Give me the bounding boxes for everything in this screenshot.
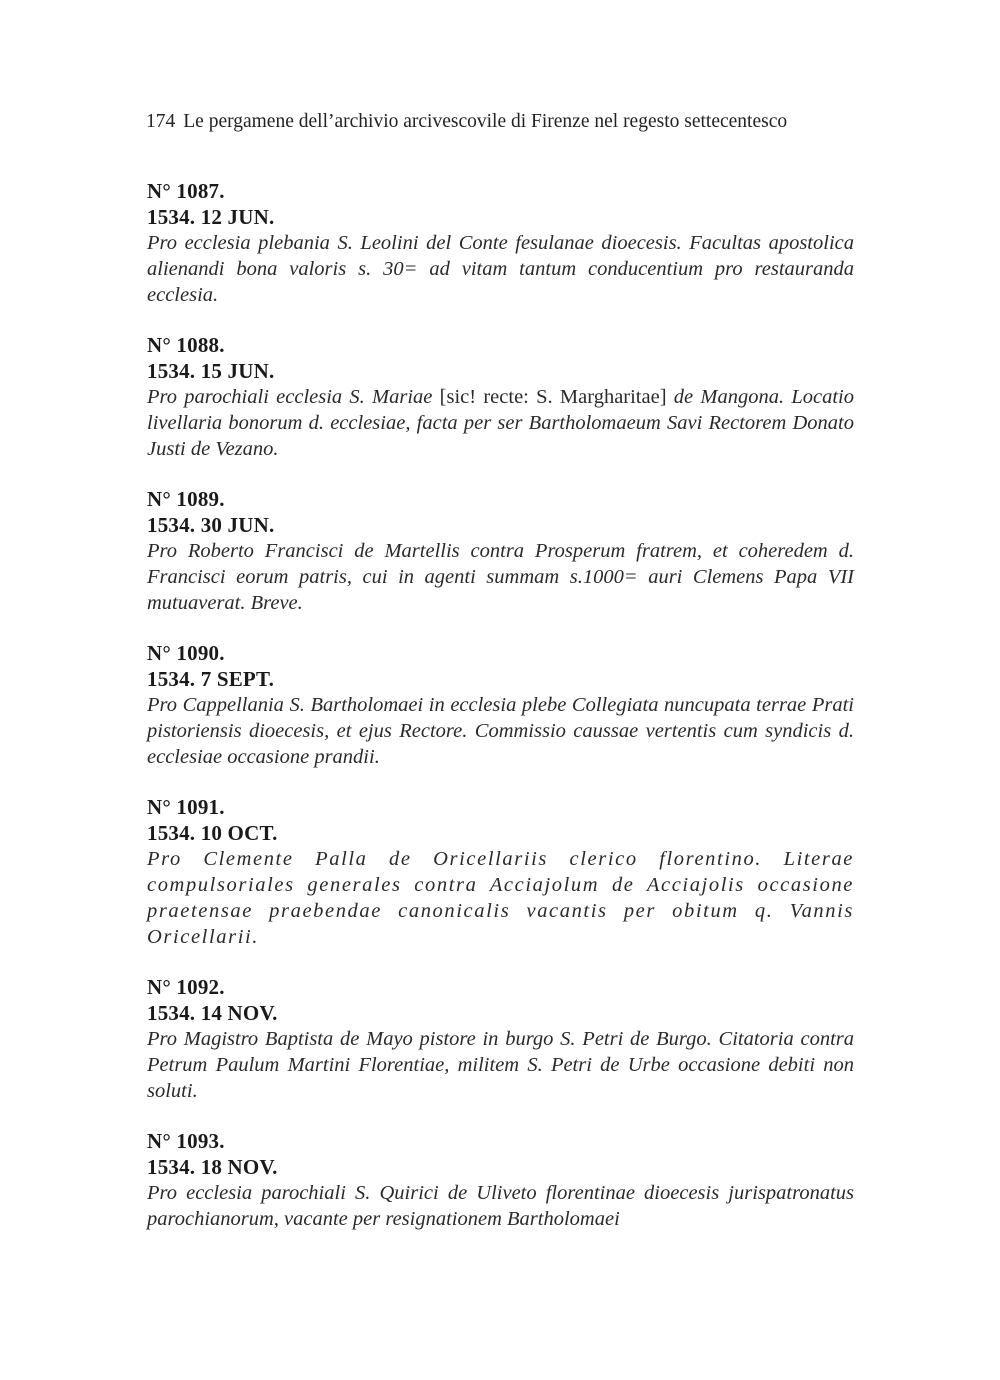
entry-date: 1534. 15 JUN. (147, 359, 275, 383)
entry-number: N° 1088. (147, 333, 225, 357)
entry-1091 (147, 794, 854, 950)
entry-summary: Pro ecclesia parochiali S. Quirici de Uliveto florentinae dioecesis jurispatronatus parochianorum, vacante per resignationem Bartholomaei (147, 1182, 854, 1230)
entry-1092 (147, 974, 854, 1104)
summary-text: Pro parochiali ecclesia S. Mariae (147, 386, 440, 408)
entry-summary: Pro ecclesia plebania S. Leolini del Conte fesulanae dioecesis. Facultas apostolica alienandi bona valoris s. 30= ad vitam tantum conducentium pro restauranda ecclesia. (147, 232, 854, 306)
entry-date: 1534. 7 SEPT. (147, 667, 275, 691)
entry-number: N° 1093. (147, 1129, 225, 1153)
entry-1090 (147, 640, 854, 770)
entry-date: 1534. 18 NOV. (147, 1155, 278, 1179)
entry-summary: Pro Clemente Palla de Oricellariis clerico florentino. Literae compulsoriales generales contra Acciajolum de Acciajolis occasione praetensae praebendae canonicalis vacantis per obitum q. Vannis Oricellarii. (147, 848, 854, 948)
entry-number: N° 1090. (147, 641, 225, 665)
running-title: Le pergamene dell’archivio arcivescovile di Firenze nel regesto settecentesco (183, 111, 788, 132)
entry-number: N° 1092. (147, 975, 225, 999)
entry-1089 (147, 486, 854, 616)
entry-date: 1534. 12 JUN. (147, 205, 275, 229)
editorial-note: [sic! recte: S. Margharitae] (439, 386, 667, 408)
entry-number: N° 1089. (147, 487, 225, 511)
entry-date: 1534. 10 OCT. (147, 821, 278, 845)
entry-1088 (147, 332, 854, 462)
entry-number: N° 1091. (147, 795, 225, 819)
entry-1093 (147, 1128, 854, 1232)
entry-summary (147, 384, 854, 462)
entry-summary: Pro Cappellania S. Bartholomaei in ecclesia plebe Collegiata nuncupata terrae Prati pistoriensis dioecesis, et ejus Rectore. Commissio caussae vertentis cum syndicis d. ecclesiae occasione prandii. (147, 694, 854, 768)
page-number: 174 (146, 111, 176, 132)
running-head (146, 108, 866, 136)
entry-summary: Pro Magistro Baptista de Mayo pistore in burgo S. Petri de Burgo. Citatoria contra Petrum Paulum Martini Florentiae, militem S. Petri de Urbe occasione debiti non soluti. (147, 1028, 854, 1102)
entry-1087 (147, 178, 854, 308)
entry-number: N° 1087. (147, 179, 225, 203)
summary-text: de Mangona. Locatio livellaria bonorum d. ecclesiae, facta per ser Bartholomaeum Savi Rectorem Donato Justi de Vezano. (147, 386, 854, 460)
entry-date: 1534. 14 NOV. (147, 1001, 278, 1025)
entry-summary: Pro Roberto Francisci de Martellis contra Prosperum fratrem, et coheredem d. Francisci eorum patris, cui in agenti summam s.1000= auri Clemens Papa VII mutuaverat. Breve. (147, 540, 854, 614)
entry-date: 1534. 30 JUN. (147, 513, 275, 537)
entries-list (147, 178, 854, 1256)
